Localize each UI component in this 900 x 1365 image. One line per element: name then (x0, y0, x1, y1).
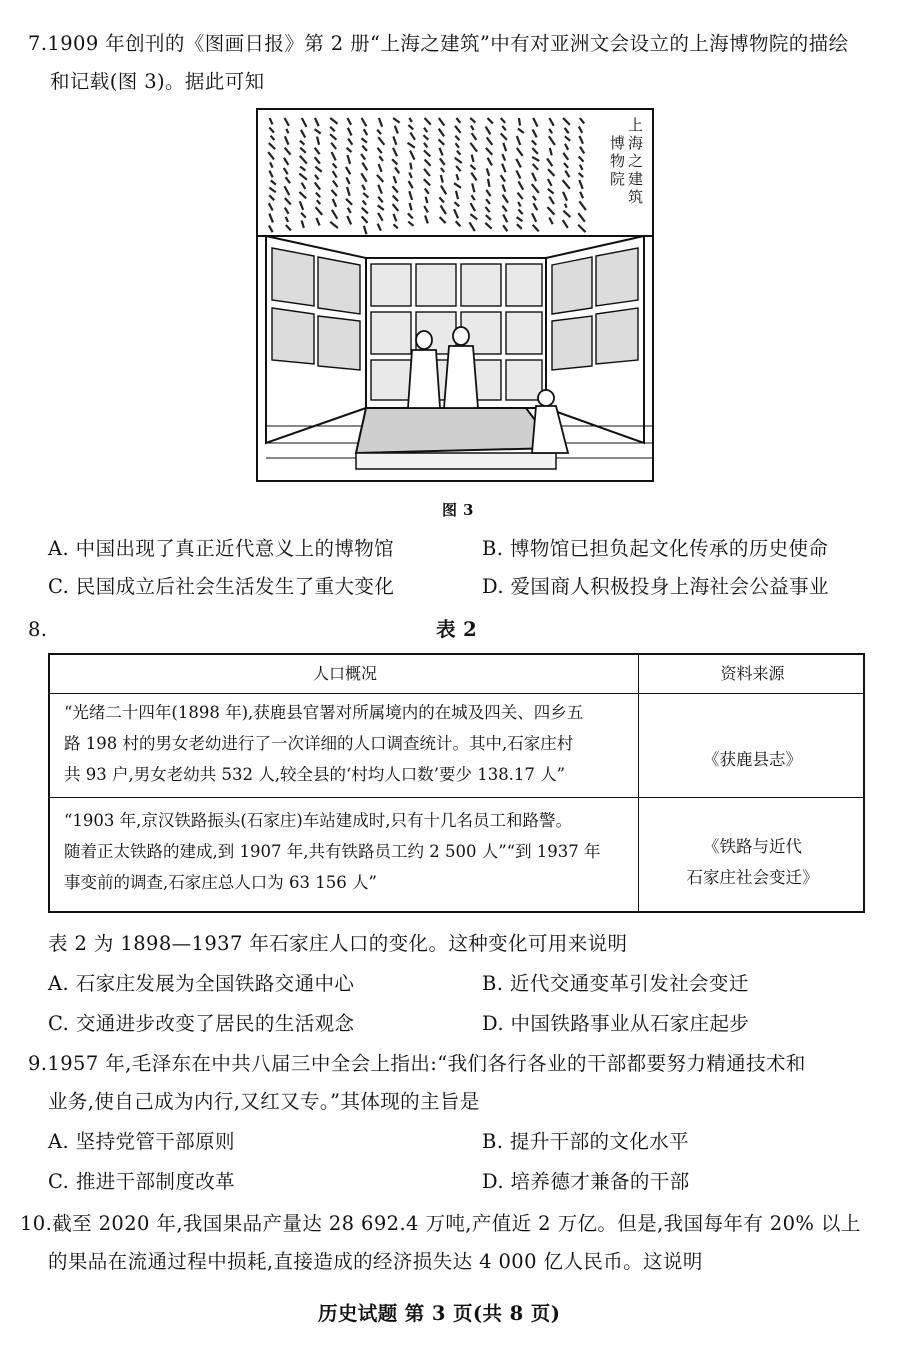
table-cell-line: 随着正太铁路的建成,到 1907 年,共有铁路员工约 2 500 人”“到 1937 年 (64, 842, 601, 861)
table-column-divider (638, 655, 639, 911)
svg-text:之: 之 (628, 152, 644, 170)
svg-text:筑: 筑 (628, 188, 644, 206)
table-cell-line: “光绪二十四年(1898 年),获鹿县官署对所属境内的在城及四关、四乡五 (64, 703, 584, 722)
table-cell-line: 事变前的调查,石家庄总人口为 63 156 人” (64, 873, 377, 892)
table-header-population: 人口概况 (312, 664, 377, 683)
table-row (50, 805, 601, 898)
q7-stem-line2: 和记载(图 3)。据此可知 (50, 70, 265, 93)
svg-text:建: 建 (628, 170, 644, 188)
q7-option-a: A. 中国出现了真正近代意义上的博物馆 (48, 537, 395, 560)
table-row (50, 697, 583, 790)
svg-text:海: 海 (628, 134, 644, 152)
source-line: 《获鹿县志》 (703, 750, 802, 769)
figure-3-museum-illustration (256, 108, 654, 482)
table-cell-line: 共 93 户,男女老幼共 532 人,较全县的‘村均人口数’要少 138.17 人” (64, 765, 566, 784)
table-divider (50, 797, 863, 798)
table-source-cell (640, 831, 865, 893)
table-title: 表 2 (436, 618, 478, 641)
figure-caption: 图 3 (442, 501, 474, 519)
q7-stem-line1: 7.1909 年创刊的《图画日报》第 2 册“上海之建筑”中有对亚洲文会设立的上海博物院的描绘 (28, 32, 849, 55)
q8-option-c: C. 交通进步改变了居民的生活观念 (48, 1012, 355, 1035)
source-line: 《铁路与近代 (703, 837, 802, 856)
q9-option-a: A. 坚持党管干部原则 (48, 1130, 235, 1153)
q7-option-d: D. 爱国商人积极投身上海社会公益事业 (482, 575, 829, 598)
q7-option-b: B. 博物馆已担负起文化传承的历史使命 (482, 537, 829, 560)
q9-stem-line2: 业务,使自己成为内行,又红又专。”其体现的主旨是 (48, 1090, 480, 1113)
svg-text:博: 博 (610, 134, 626, 152)
table-source-cell (640, 744, 865, 775)
table-header-source: 资料来源 (720, 664, 785, 683)
population-table (48, 653, 865, 913)
q9-option-b: B. 提升干部的文化水平 (482, 1130, 690, 1153)
q8-stem: 表 2 为 1898—1937 年石家庄人口的变化。这种变化可用来说明 (48, 932, 628, 955)
q9-option-d: D. 培养德才兼备的干部 (482, 1170, 690, 1193)
q8-option-b: B. 近代交通变革引发社会变迁 (482, 972, 749, 995)
q8-option-d: D. 中国铁路事业从石家庄起步 (482, 1012, 750, 1035)
page-footer: 历史试题 第 3 页(共 8 页) (318, 1302, 561, 1325)
svg-text:物: 物 (610, 152, 626, 170)
q7-option-c: C. 民国成立后社会生活发生了重大变化 (48, 575, 395, 598)
svg-text:上: 上 (628, 116, 644, 134)
q10-stem-line1: 10.截至 2020 年,我国果品产量达 28 692.4 万吨,产值近 2 万亿。但是,我国每年有 20% 以上 (20, 1212, 861, 1235)
svg-text:院: 院 (610, 170, 626, 188)
source-line: 石家庄社会变迁》 (686, 868, 819, 887)
q9-option-c: C. 推进干部制度改革 (48, 1170, 236, 1193)
table-divider (50, 693, 863, 694)
table-cell-line: “1903 年,京汉铁路振头(石家庄)车站建成时,只有十几名员工和路警。 (64, 811, 573, 830)
q9-stem-line1: 9.1957 年,毛泽东在中共八届三中全会上指出:“我们各行各业的干部都要努力精通技术和 (28, 1052, 806, 1075)
q8-option-a: A. 石家庄发展为全国铁路交通中心 (48, 972, 355, 995)
q10-stem-line2: 的果品在流通过程中损耗,直接造成的经济损失达 4 000 亿人民币。这说明 (48, 1250, 703, 1273)
table-cell-line: 路 198 村的男女老幼进行了一次详细的人口调查统计。其中,石家庄村 (64, 734, 574, 753)
q8-number: 8. (28, 618, 48, 641)
